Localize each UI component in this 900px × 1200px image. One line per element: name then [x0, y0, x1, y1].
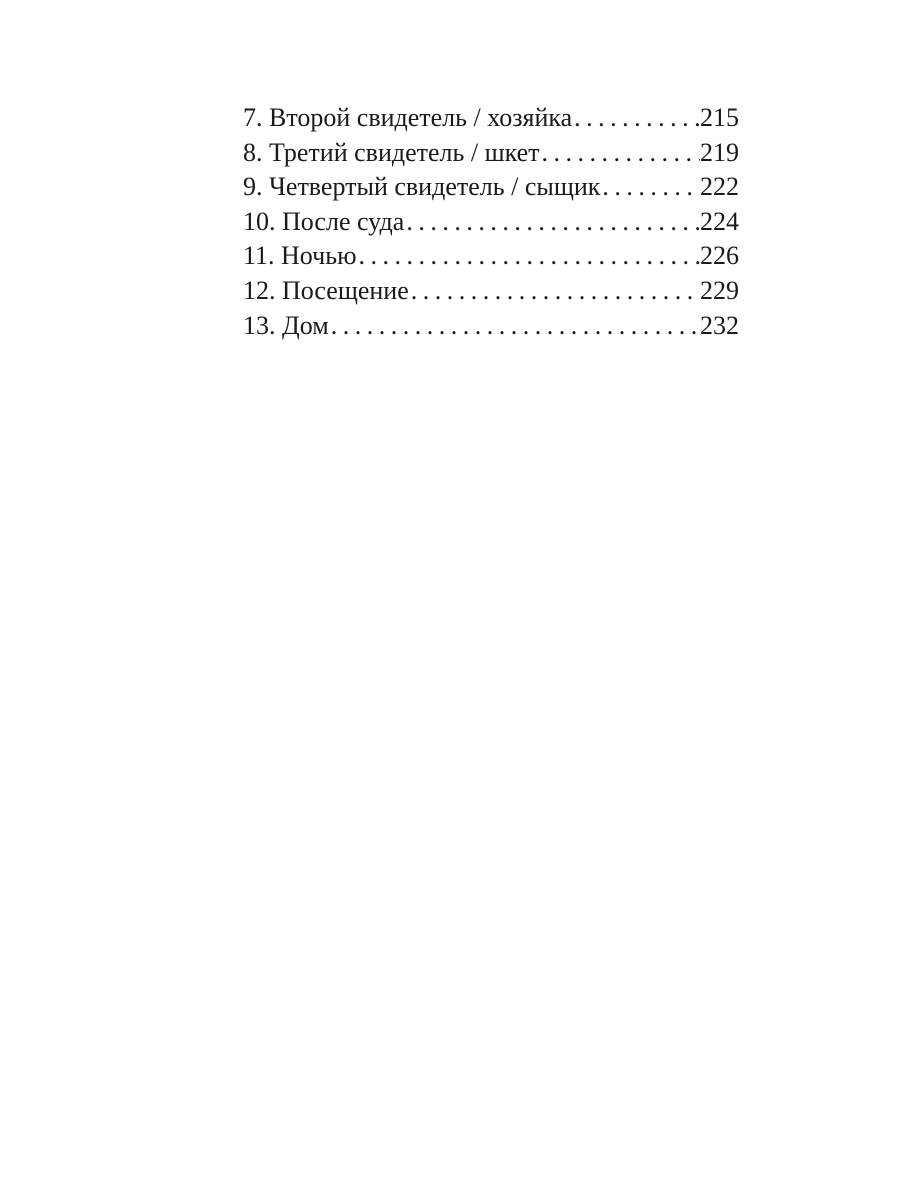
toc-entry	[243, 239, 739, 274]
toc-dot-leader	[600, 170, 700, 205]
toc-entry	[243, 170, 739, 205]
toc-entry-title: 7. Второй свидетель / хозяйка	[243, 103, 573, 132]
toc-entry	[243, 309, 739, 344]
toc-entry-title: 9. Четвертый свидетель / сыщик	[243, 172, 601, 202]
toc-entry-page-number: 219	[700, 137, 739, 167]
toc-entry-title: 8. Третий свидетель / шкет	[243, 137, 540, 167]
toc-entry-title: 11. Ночью	[243, 241, 357, 271]
toc-dot-leader	[572, 101, 700, 136]
toc-dot-leader	[540, 136, 701, 171]
toc-entry-page-number: 224	[700, 206, 739, 236]
toc-entry-page-number: 226	[700, 241, 739, 271]
toc-entry	[243, 101, 739, 136]
toc-entry	[243, 205, 739, 240]
toc-entry-page-number: 229	[700, 275, 739, 305]
toc-entry-title: 12. Посещение	[243, 275, 409, 305]
toc-entry-page-number: 215	[700, 103, 739, 132]
toc-entry	[243, 274, 739, 309]
toc-dot-leader	[404, 205, 700, 240]
toc-dot-leader	[357, 239, 701, 274]
toc-dot-leader	[409, 274, 700, 309]
toc-entry-title: 13. Дом	[243, 310, 329, 340]
toc-entry	[243, 136, 739, 171]
toc-entry-title: 10. После суда	[243, 206, 405, 236]
toc-entry-page-number: 222	[700, 172, 739, 202]
toc-entry-page-number: 232	[700, 310, 739, 340]
table-of-contents	[243, 101, 739, 343]
toc-dot-leader	[329, 309, 700, 344]
